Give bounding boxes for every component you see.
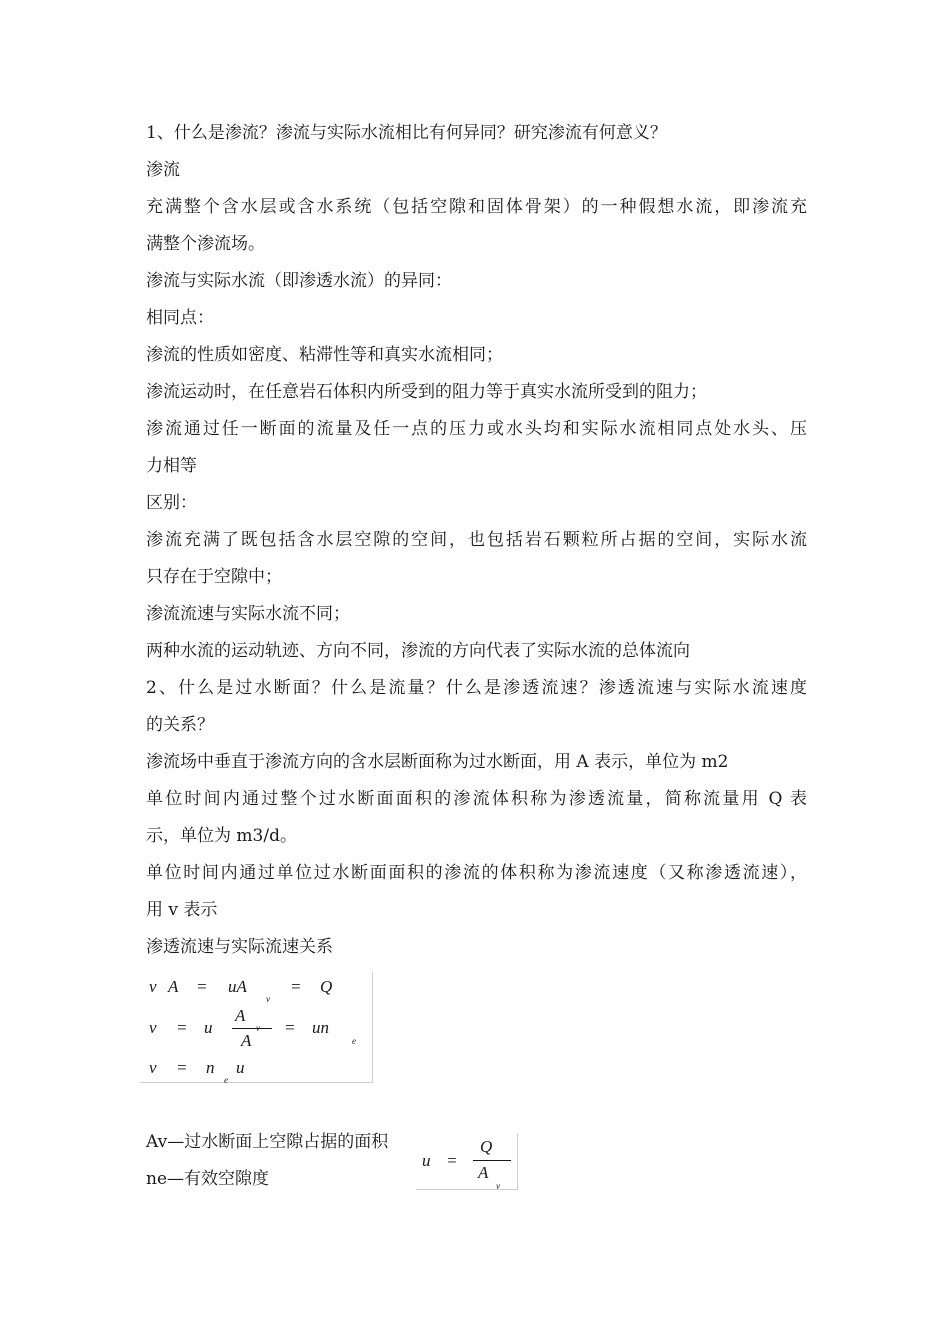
paragraph-line: 渗流流速与实际水流不同；: [146, 604, 350, 624]
question-2-cont: 的关系？: [146, 715, 214, 735]
formula-symbol: Q: [320, 977, 333, 996]
paragraph-line: 单位时间内通过单位过水断面面积的渗流的体积称为渗流速度（又称渗透流速），: [146, 863, 807, 883]
formula-subscript: v: [266, 994, 270, 1004]
paragraph-line: 渗流通过任一断面的流量及任一点的压力或水头均和实际水流相同点处水头、压: [146, 419, 807, 439]
paragraph-line: 两种水流的运动轨迹、方向不同，渗流的方向代表了实际水流的总体流向: [146, 641, 690, 661]
paragraph-line: 渗流场中垂直于渗流方向的含水层断面称为过水断面，用 A 表示，单位为 m2: [146, 752, 729, 772]
formula-symbol: =: [284, 1018, 296, 1037]
paragraph-line: 充满整个含水层或含水系统（包括空隙和固体骨架）的一种假想水流，即渗流充: [146, 197, 807, 217]
paragraph-line: 渗透流速与实际流速关系: [146, 937, 333, 957]
fraction-denominator: A: [241, 1031, 252, 1050]
formula-symbol: =: [176, 1018, 188, 1037]
formula-symbol: uA: [228, 977, 247, 996]
fraction-numerator: A: [235, 1006, 246, 1025]
definition-ne: ne—有效空隙度: [146, 1169, 270, 1189]
heading-seepage: 渗流: [146, 160, 180, 180]
paragraph-line: 示，单位为 m3/d。: [146, 826, 297, 846]
paragraph-line: 满整个渗流场。: [146, 234, 265, 254]
formula-symbol: un: [312, 1018, 329, 1037]
fraction-bar: [473, 1160, 511, 1161]
actual-velocity-formula-block: [416, 1133, 518, 1190]
formula-symbol: =: [176, 1058, 188, 1077]
fraction-numerator: Q: [480, 1137, 493, 1156]
paragraph-line: 单位时间内通过整个过水断面面积的渗流体积称为渗透流量，简称流量用 Q 表: [146, 789, 807, 809]
formula-symbol: =: [446, 1151, 458, 1170]
fraction-bar: [232, 1028, 272, 1029]
formula-subscript: e: [352, 1036, 356, 1046]
formula-symbol: n: [206, 1058, 215, 1077]
formula-symbol: =: [196, 977, 208, 996]
paragraph-line: 渗流运动时，在任意岩石体积内所受到的阻力等于真实水流所受到的阻力；: [146, 382, 707, 402]
formula-symbol: v: [149, 1058, 157, 1077]
velocity-formula-block: [140, 972, 373, 1083]
paragraph-line: 渗流与实际水流（即渗透水流）的异同：: [146, 271, 452, 291]
paragraph-line: 用 v 表示: [146, 900, 218, 920]
paragraph-line: 只存在于空隙中；: [146, 567, 282, 587]
paragraph-line: 渗流充满了既包括含水层空隙的空间，也包括岩石颗粒所占据的空间，实际水流: [146, 530, 807, 550]
subheading-similarities: 相同点：: [146, 308, 214, 328]
formula-symbol: =: [290, 977, 302, 996]
formula-symbol: u: [236, 1058, 245, 1077]
subheading-differences: 区别：: [146, 493, 197, 513]
paragraph-line: 渗流的性质如密度、粘滞性等和真实水流相同；: [146, 345, 503, 365]
paragraph-line: 力相等: [146, 456, 197, 476]
formula-symbol: v: [149, 977, 157, 996]
formula-subscript: v: [496, 1181, 500, 1191]
formula-symbol: u: [422, 1151, 431, 1170]
question-2: 2、什么是过水断面？什么是流量？什么是渗透流速？渗透流速与实际水流速度: [146, 678, 807, 698]
formula-symbol: A: [168, 977, 179, 996]
formula-symbol: u: [204, 1018, 213, 1037]
definition-av: Av—过水断面上空隙占据的面积: [146, 1132, 389, 1152]
question-1: 1、什么是渗流？渗流与实际水流相比有何异同？研究渗流有何意义？: [146, 123, 667, 143]
fraction-denominator: A: [478, 1163, 489, 1182]
formula-subscript: e: [224, 1075, 228, 1085]
formula-symbol: v: [149, 1018, 157, 1037]
